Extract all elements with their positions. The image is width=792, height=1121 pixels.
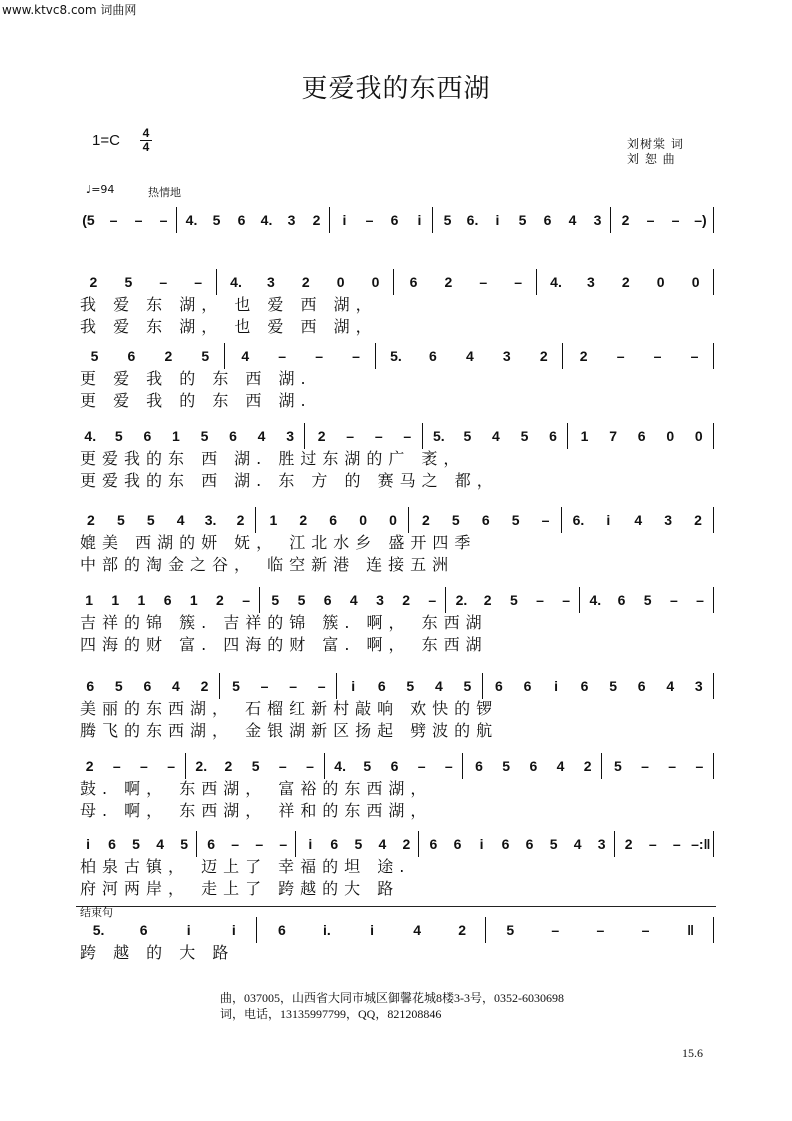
note: 5	[506, 922, 515, 938]
note: 4	[156, 836, 164, 852]
note: –	[690, 348, 699, 364]
barline	[713, 343, 716, 369]
note: 6	[377, 678, 386, 694]
note: 1	[189, 592, 198, 608]
note: 5	[613, 758, 622, 774]
lyric-line: 四海的财 富. 四海的财 富. 啊， 东西湖	[80, 635, 488, 654]
note: 0	[389, 512, 397, 528]
note: 6	[501, 836, 510, 852]
note: –:‖	[691, 836, 711, 852]
note: 6	[523, 678, 532, 694]
note: 6	[163, 592, 172, 608]
note: –	[641, 758, 649, 774]
note: 5	[518, 212, 527, 228]
barline	[713, 587, 716, 613]
note: –	[616, 348, 625, 364]
note: 4	[349, 592, 358, 608]
notation-row	[76, 918, 716, 942]
note: 5	[609, 678, 618, 694]
note: –	[641, 922, 650, 938]
note: 2.	[455, 592, 468, 608]
note: 6	[237, 212, 246, 228]
note: 5.	[92, 922, 105, 938]
note: ‖	[687, 922, 695, 938]
note: 4	[573, 836, 582, 852]
note: i	[351, 678, 356, 694]
note: 6	[139, 922, 148, 938]
note: –	[159, 212, 168, 228]
note: 2	[483, 592, 492, 608]
note: 5	[363, 758, 372, 774]
note: 3	[376, 592, 384, 608]
note: –	[167, 758, 175, 774]
footer-line-composer: 曲，037005，山西省大同市城区御馨花城8楼3-3号，0352-6030698	[220, 991, 564, 1005]
note: 3	[587, 274, 595, 290]
note: 6	[207, 836, 216, 852]
note: 5	[201, 348, 210, 364]
note: i	[554, 678, 558, 694]
note: i	[308, 836, 313, 852]
note: –	[346, 428, 355, 444]
note: 4.	[260, 212, 273, 228]
note: 6	[481, 512, 490, 528]
note: 6	[229, 428, 237, 444]
note: 5	[406, 678, 415, 694]
note: 5.	[390, 348, 402, 364]
note: –	[159, 274, 168, 290]
note: 5	[502, 758, 511, 774]
barline	[713, 269, 716, 295]
note: 2.	[195, 758, 208, 774]
note: 5	[180, 836, 189, 852]
note: –	[672, 836, 681, 852]
note: 5	[116, 512, 125, 528]
note: 3	[267, 274, 275, 290]
note: 5	[463, 678, 472, 694]
note: 6	[143, 428, 152, 444]
lyric-line: 美丽的东西湖， 石榴红新村敲响 欢快的锣	[80, 699, 499, 718]
note: –	[541, 512, 550, 528]
note: 5	[463, 428, 472, 444]
lyric-line: 腾飞的东西湖， 金银湖新区扬起 劈波的航	[80, 721, 499, 740]
note: 2	[444, 274, 453, 290]
score-system	[76, 674, 716, 742]
note: –	[242, 592, 251, 608]
note: 6	[330, 836, 339, 852]
note: i	[495, 212, 500, 228]
note: (5	[82, 212, 95, 228]
note: 5	[511, 512, 520, 528]
note: 5.	[432, 428, 445, 444]
note: 2	[301, 274, 310, 290]
lyric-line: 更 爱 我 的 东 西 湖.	[80, 369, 312, 388]
note: 6	[86, 678, 95, 694]
note: 2	[422, 512, 430, 528]
note: 2	[224, 758, 233, 774]
note: 5	[271, 592, 280, 608]
note: –	[668, 758, 677, 774]
note: 4	[172, 678, 180, 694]
note: 6	[529, 758, 538, 774]
note: 7	[609, 428, 618, 444]
end-tag: 结束句	[80, 906, 113, 919]
note: 1	[111, 592, 120, 608]
watermark: www.ktvc8.com 词曲网	[2, 3, 137, 17]
note: 6	[390, 758, 399, 774]
note: 4	[176, 512, 185, 528]
note: –	[669, 592, 678, 608]
note: –	[646, 212, 655, 228]
note: 2	[236, 512, 245, 528]
lyric-line: 中部的淘金之谷， 临空新港 连接五洲	[80, 555, 455, 574]
note: 6	[637, 428, 646, 444]
note: 4.	[550, 274, 562, 290]
note: 5	[354, 836, 363, 852]
notation-row	[76, 508, 716, 532]
note: 2	[402, 836, 411, 852]
score-system	[76, 424, 716, 492]
note: –	[231, 836, 240, 852]
note: –	[536, 592, 544, 608]
end-bracket	[76, 906, 716, 907]
note: –	[278, 348, 287, 364]
lyric-line: 跨 越 的 大 路	[80, 943, 235, 962]
note: 5	[132, 836, 140, 852]
note: 5	[443, 212, 452, 228]
barline	[713, 831, 716, 857]
note: –	[279, 836, 288, 852]
note: 0	[666, 428, 675, 444]
note: 0	[371, 274, 380, 290]
note: 6	[108, 836, 116, 852]
note: 5	[232, 678, 240, 694]
note: –	[134, 212, 143, 228]
note: 6	[637, 678, 646, 694]
score-system	[76, 344, 716, 412]
note: 3	[694, 678, 703, 694]
note: –	[194, 274, 203, 290]
note: 6	[549, 428, 557, 444]
note: 2	[216, 592, 224, 608]
note: 5	[549, 836, 558, 852]
lyric-line: 鼓. 啊， 东西湖， 富裕的东西湖，	[80, 779, 433, 798]
note: 2	[579, 348, 588, 364]
note: 4	[568, 212, 577, 228]
time-signature	[140, 128, 152, 153]
note: 4	[241, 348, 250, 364]
note: –	[562, 592, 571, 608]
note: 2	[624, 836, 633, 852]
note: 2	[85, 758, 94, 774]
note: 2	[621, 274, 630, 290]
note: 5	[451, 512, 460, 528]
note: i	[342, 212, 347, 228]
lyric-line: 更爱我的东 西 湖. 胜过东湖的广 袤，	[80, 449, 466, 468]
note: 1	[137, 592, 146, 608]
note: 5	[90, 348, 99, 364]
composer: 刘 恕 曲	[627, 152, 676, 166]
note: 6	[543, 212, 552, 228]
notation-row	[76, 344, 716, 368]
note: 5	[297, 592, 306, 608]
note: 3	[286, 428, 294, 444]
note: 6	[143, 678, 152, 694]
note: 6	[617, 592, 626, 608]
note: –	[403, 428, 412, 444]
key-signature: 1=C	[92, 132, 120, 149]
page-title: 更爱我的东西湖	[301, 74, 491, 104]
note: 3	[597, 836, 606, 852]
note: –	[696, 592, 704, 608]
note: 0	[336, 274, 345, 290]
notation-row	[76, 674, 716, 698]
note: –)	[694, 212, 707, 228]
note: –	[112, 758, 121, 774]
note: i	[231, 922, 236, 938]
notation-row	[76, 754, 716, 778]
note: 2	[539, 348, 548, 364]
note: –	[596, 922, 605, 938]
note: 0	[656, 274, 665, 290]
note: 3	[664, 512, 673, 528]
note: –	[289, 678, 297, 694]
note: 4	[378, 836, 387, 852]
lyric-line: 更 爱 我 的 东 西 湖.	[80, 391, 312, 410]
note: –	[255, 836, 264, 852]
note: 2	[200, 678, 209, 694]
note: 4	[465, 348, 474, 364]
lyric-line: 媲美 西湖的妍 妩， 江北水乡 盛开四季	[80, 533, 477, 552]
lyric-line: 府河两岸， 走上了 跨越的大 路	[80, 879, 400, 898]
note: –	[428, 592, 437, 608]
note: i	[606, 512, 611, 528]
barline	[713, 207, 716, 233]
lyric-line: 母. 啊， 东西湖， 祥和的东西湖，	[80, 801, 433, 820]
footer-line-lyricist: 词，电话，13135997799，QQ，821208846	[220, 1007, 442, 1021]
note: i.	[323, 922, 331, 938]
lyric-line: 柏泉古镇， 迈上了 幸福的坦 途.	[80, 857, 411, 876]
note: 1	[85, 592, 93, 608]
note: 6	[127, 348, 136, 364]
score-system	[76, 270, 716, 338]
note: i	[479, 836, 484, 852]
note: 6	[277, 922, 286, 938]
note: –	[306, 758, 314, 774]
notation-row	[76, 208, 716, 232]
note: 0	[359, 512, 367, 528]
score-system	[76, 588, 716, 656]
note: –	[365, 212, 374, 228]
score-system	[76, 918, 716, 964]
note: 5	[520, 428, 529, 444]
note: 6.	[572, 512, 585, 528]
note: –	[352, 348, 360, 364]
contact-footer	[220, 990, 564, 1022]
note: 1	[269, 512, 278, 528]
note: 5	[643, 592, 652, 608]
note: 6	[409, 274, 418, 290]
barline	[713, 673, 716, 699]
score-system	[76, 754, 716, 822]
note: 4	[666, 678, 675, 694]
credits	[627, 137, 684, 167]
note: 4.	[230, 274, 242, 290]
note: –	[653, 348, 662, 364]
note: 5	[124, 274, 133, 290]
note: 6	[390, 212, 399, 228]
note: 4	[634, 512, 643, 528]
score-system	[76, 208, 716, 232]
note: 2	[317, 428, 326, 444]
lyric-line: 我 爱 东 湖， 也 爱 西 湖，	[80, 317, 378, 336]
note: –	[315, 348, 323, 364]
note: –	[648, 836, 657, 852]
notation-row	[76, 424, 716, 448]
note: 2	[583, 758, 592, 774]
note: 4.	[334, 758, 346, 774]
note: –	[671, 212, 680, 228]
note: –	[551, 922, 560, 938]
note: 2	[458, 922, 467, 938]
note: 5	[200, 428, 209, 444]
note: 6	[580, 678, 589, 694]
note: –	[374, 428, 383, 444]
notation-row	[76, 588, 716, 612]
note: 3	[502, 348, 511, 364]
note: 5	[251, 758, 260, 774]
note: 4	[434, 678, 443, 694]
note: 6	[475, 758, 483, 774]
note: i	[417, 212, 422, 228]
tempo-marking: ♩=94	[86, 183, 115, 196]
note: 6	[525, 836, 534, 852]
note: 4	[492, 428, 500, 444]
score-system	[76, 832, 716, 900]
notation-row	[76, 270, 716, 294]
note: 1	[580, 428, 589, 444]
note: –	[140, 758, 148, 774]
note: –	[479, 274, 488, 290]
note: i	[370, 922, 374, 938]
note: 6	[329, 512, 338, 528]
note: 2	[621, 212, 630, 228]
note: 4.	[185, 212, 198, 228]
note: 2	[164, 348, 173, 364]
note: 0	[691, 274, 700, 290]
note: 3	[287, 212, 296, 228]
note: 3.	[204, 512, 217, 528]
note: 3	[593, 212, 602, 228]
note: 4.	[589, 592, 602, 608]
note: 5	[114, 428, 123, 444]
note: 6	[429, 836, 438, 852]
barline	[713, 753, 716, 779]
note: 4	[556, 758, 565, 774]
note: 2	[87, 512, 95, 528]
note: 2	[694, 512, 702, 528]
note: –	[278, 758, 287, 774]
note: –	[417, 758, 426, 774]
notation-row	[76, 832, 716, 856]
note: 6	[323, 592, 332, 608]
note: 4	[257, 428, 266, 444]
note: 0	[694, 428, 703, 444]
barline	[713, 507, 716, 533]
note: i	[86, 836, 90, 852]
note: 2	[89, 274, 98, 290]
note: 2	[402, 592, 411, 608]
page-number: 15.6	[682, 1046, 703, 1060]
lyricist: 刘树棠 词	[627, 137, 684, 151]
note: –	[695, 758, 704, 774]
note: –	[514, 274, 523, 290]
note: 1	[172, 428, 180, 444]
note: 2	[299, 512, 308, 528]
lyric-line: 吉祥的锦 簇. 吉祥的锦 簇. 啊， 东西湖	[80, 613, 488, 632]
note: 4.	[84, 428, 97, 444]
note: 6	[453, 836, 462, 852]
barline	[713, 917, 716, 943]
note: 5	[212, 212, 221, 228]
note: –	[444, 758, 453, 774]
meter-top: 4	[142, 126, 150, 140]
note: 5	[146, 512, 155, 528]
note: –	[109, 212, 118, 228]
lyric-line: 更爱我的东 西 湖. 东 方 的 赛马之 都，	[80, 471, 499, 490]
score-system	[76, 508, 716, 576]
note: –	[317, 678, 326, 694]
note: 2	[312, 212, 321, 228]
lyric-line: 我 爱 东 湖， 也 爱 西 湖，	[80, 295, 378, 314]
note: 6.	[466, 212, 479, 228]
note: 5	[509, 592, 518, 608]
meter-bottom: 4	[142, 140, 150, 154]
note: 4	[413, 922, 421, 938]
barline	[713, 423, 716, 449]
note: –	[260, 678, 269, 694]
note: 6	[495, 678, 503, 694]
note: 6	[429, 348, 437, 364]
note: i	[186, 922, 191, 938]
mood-marking: 热情地	[148, 186, 181, 199]
note: 5	[114, 678, 123, 694]
